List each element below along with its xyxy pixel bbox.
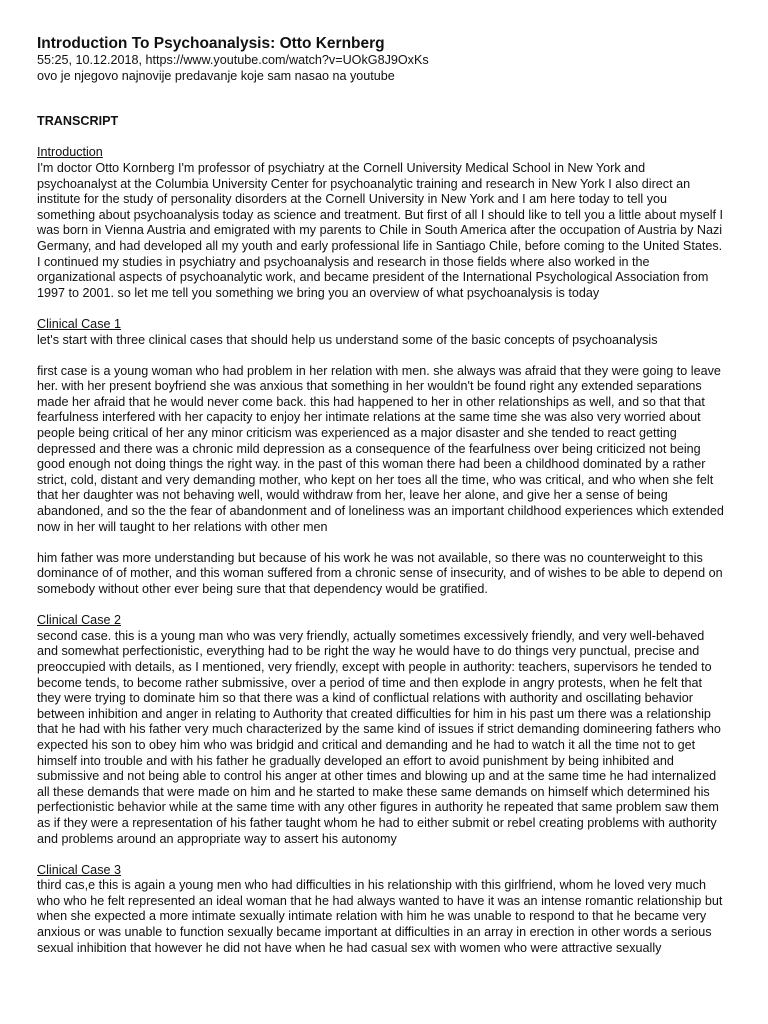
section-paragraph: I'm doctor Otto Kornberg I'm professor of psychiatry at the Cornell University Medical School in New York and psychoanalyst at the Columbia University Center for psychoanalytic training and research in New York I also direct an institute for the study of personality disorders at the Cornell University in New York and I am here today to tell you something about psychoanalysis today as science and treatment. But first of all I should like to tell you a little about myself I was born in Vienna Austria and emigrated with my parents to Chile in South America after the occupation of Austria by Nazi Germany, and had developed all my youth and early professional life in Santiago Chile, before coming to the United States. I continued my studies in psychiatry and psychoanalysis and research in those fields where also worked in the organizational aspects of psychoanalytic work, and became president of the International Psychological Association from 1997 to 2001. so let me tell you something we bring you an overview of what psychoanalysis is today: [37, 160, 724, 300]
section-heading-clinical-case-2: Clinical Case 2: [37, 613, 121, 628]
section-heading-introduction: Introduction: [37, 145, 103, 160]
section-paragraph: first case is a young woman who had problem in her relation with men. she always was afraid that they were going to leave her. with her present boyfriend she was anxious that something in her wouldn't be found right any extended separations made her afraid that he would never come back. this had happened to her in other relationships as well, and so that that fearfulness interfered with her capacity to enjoy her intimate relations at the same time she was also very worried about people being critical of her any minor criticism was experienced as a major disaster and she tended to react getting depressed and there was a chronic mild depression as a consequence of the fearfulness over being criticized not being good enough not doing things the right way. in the past of this woman there had been a childhood dominated by a rather strict, cold, distant and very demanding mother, who kept on her toes all the time, who was critical, and who when she felt that her daughter was not behaving well, would withdraw from her, leave her alone, and give her a sense of being abandoned, and so the the fear of abandonment and of loneliness was an important childhood experiences which extended now in her will taught to her relations with other men: [37, 363, 724, 534]
section-paragraph: him father was more understanding but because of his work he was not available, so there was no counterweight to this dominance of of mother, and this woman suffered from a chronic sense of insecurity, and of wishes to be able to depend on somebody without other ever being sure that that dependency would be gratified.: [37, 550, 723, 596]
section-heading-clinical-case-3: Clinical Case 3: [37, 862, 121, 877]
video-meta-line: 55:25, 10.12.2018, https://www.youtube.com/watch?v=UOkG8J9OxKs: [37, 53, 429, 67]
section-heading-clinical-case-1: Clinical Case 1: [37, 316, 121, 331]
author-note-line: ovo je njegovo najnovije predavanje koje sam nasao na youtube: [37, 68, 395, 83]
transcript-label: TRANSCRIPT: [37, 114, 119, 129]
section-paragraph: third cas,e this is again a young men who had difficulties in his relationship with this girlfriend, whom he loved very much who who he felt represented an ideal woman that he had always wanted to have it was an intense romantic relationship but when she expected a more intimate sexually intimate relation with him he was unable to respond to that he became very anxious or was unable to function sexually became important at difficulties in an array in erection in other words a serious sexual inhibition that however he did not have when he had casual sex with women who were attractive sexually: [37, 878, 723, 955]
document-title: Introduction To Psychoanalysis: Otto Kernberg: [37, 35, 385, 52]
section-paragraph: let's start with three clinical cases that should help us understand some of the basic concepts of psychoanalysis: [37, 332, 658, 347]
section-paragraph: second case. this is a young man who was very friendly, actually sometimes excessively friendly, and very well-behaved and somewhat perfectionistic, everything had to be right the way he would have to do things very punctual, precise and preoccupied with details, as I mentioned, very friendly, except with people in authority: teachers, supervisors he tended to become tends, to become rather submissive, over a period of time and then explode in angry protests, when he felt that they were trying to dominate him so that there was a kind of conflictual relations with authority and oscillating behavior between inhibition and anger in relating to Authority that created difficulties for him in his past um there was a relationship that he had with his father very much characterized by the same kind of issues if strict demanding domineering fathers who expected his son to obey him who was bridgid and critical and demanding and he had to watch it all the time not to get himself into trouble and with his father he gradually developed an effort to avoid punishment by being inhibited and submissive and not being able to control his anger at other times and blowing up and at the same time he had internalized all these demands that were made on him and he started to make these same demands on himself which determined his perfectionistic behavior while at the same time with any other figures in authority he repeated that same problem saw them as if they were a representation of his father taught whom he had to either submit or rebel creating problems with authority and problems around an appropriate way to assert his autonomy: [37, 628, 721, 846]
